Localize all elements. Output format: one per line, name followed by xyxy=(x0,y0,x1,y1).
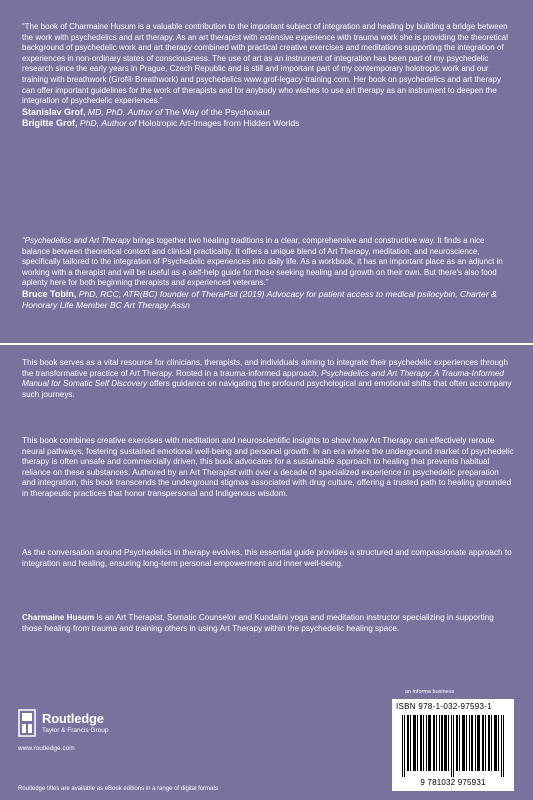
endorsement-tobin xyxy=(22,236,512,311)
endorsement-grof xyxy=(22,22,512,129)
ebook-notice: Routledge titles are available as eBook editions in a range of digital formats xyxy=(18,786,219,792)
isbn-text: ISBN 978-1-032-97593-1 xyxy=(396,702,492,711)
routledge-logo-icon xyxy=(18,709,36,737)
description-paragraph-1: This book serves as a vital resource for clinicians, therapists, and individuals aiming to integrate their psychedelic experiences through the transformative practice of Art Therapy. Rooted in a trauma-informed approach, Psychedelics and Art Therapy: A Trauma-Informed Manual for Somatic Self Discovery offers guidance on navigating the profound psychological and emotional shifts that often accompany such journeys. xyxy=(22,358,512,399)
publisher-url: www.routledge.com xyxy=(18,745,75,752)
signature-bruce-tobin: Bruce Tobin, PhD, RCC, ATR(BC) founder of TheraPsil (2019) Advocacy for patient access to medical psilocybin, Charter & Honorary Life Member BC Art Therapy Assn xyxy=(22,288,497,310)
publisher-logo xyxy=(18,709,148,739)
barcode xyxy=(392,699,514,791)
signature-brigitte-grof: Brigitte Grof, PhD, Author of Holotropic Art-Images from Hidden Worlds xyxy=(22,117,300,128)
author-bio: Charmaine Husum is an Art Therapist, Somatic Counselor and Kundalini yoga and meditation instructor specializing in supporting those healing from trauma and training others in using Art Therapy within the psychedelic healing space. xyxy=(22,613,494,633)
description-paragraph-2: This book combines creative exercises with meditation and neuroscientific insights to show how Art Therapy can effectively reroute neural pathways, fostering sustained emotional well-being and personal growth. In an era where the underground market of psychedelic therapy is often unsafe and commercially driven, this book advocates for a sustainable approach to healing that prevents habitual reliance on these substances. Authored by an Art Therapist with over a decade of specialized experience in psychedelic preparation and integration, this book transcends the underground stigmas associated with drug culture, offering a trusted path to healing grounded in therapeutic practices that honor transpersonal and Indigenous wisdom. xyxy=(22,436,514,498)
signature-stanislav-grof: Stanislav Grof, MD, PhD, Author of The Way of the Psychonaut xyxy=(22,106,270,117)
publisher-tagline: an informa business xyxy=(405,689,455,695)
endorsement-quote: “Psychedelics and Art Therapy brings together two healing traditions in a clear, comprehensive and constructive way. It finds a nice balance between theoretical context and clinical practicality. It offers a unique blend of Art Therapy, meditation, and neuroscience, specifically tailored to the integration of Psychedelic experiences into daily life. As a workbook, it has an important place as an adjunct in working with a therapist and will be useful as a self-help guide for those seeking healing and growth on their own. But there's also food aplenty here for both beginning therapists and experienced veterans.” xyxy=(22,236,503,288)
publisher-group: Taylor & Francis Group xyxy=(42,727,109,734)
publisher-name: Routledge xyxy=(42,711,104,726)
divider xyxy=(0,343,533,345)
barcode-bars-icon xyxy=(402,715,504,777)
barcode-digits: 9 781032 975931 xyxy=(420,778,486,787)
endorsement-quote: “The book of Charmaine Husum is a valuable contribution to the important subject of integration and healing by building a bridge between the work with psychedelics and art therapy. As an art therapist with extensive experience with trauma work she is providing the theoretical background of psychedelic work and art therapy combined with practical creative exercises and meditations supporting the integration of experiences in non-ordinary states of consciousness. The use of art as an instrument of integration has been part of my psychedelic research since the early years in Prague, Czech Republic and is still and important part of my contemporary holotropic work and our training with breathwork (Grof® Breathwork) and psychedelics www.grof-legacy-training.com. Her book on psychedelics and art therapy can offer important guidelines for the work of therapists and for anybody who wishes to use art therapy as an instrument to deepen the integration of psychedelic experiences.” xyxy=(22,22,508,106)
description-paragraph-3: As the conversation around Psychedelics in therapy evolves, this essential guide provides a structured and compassionate approach to integration and healing, ensuring long-term personal empowerment and inner well-being. xyxy=(22,548,512,568)
